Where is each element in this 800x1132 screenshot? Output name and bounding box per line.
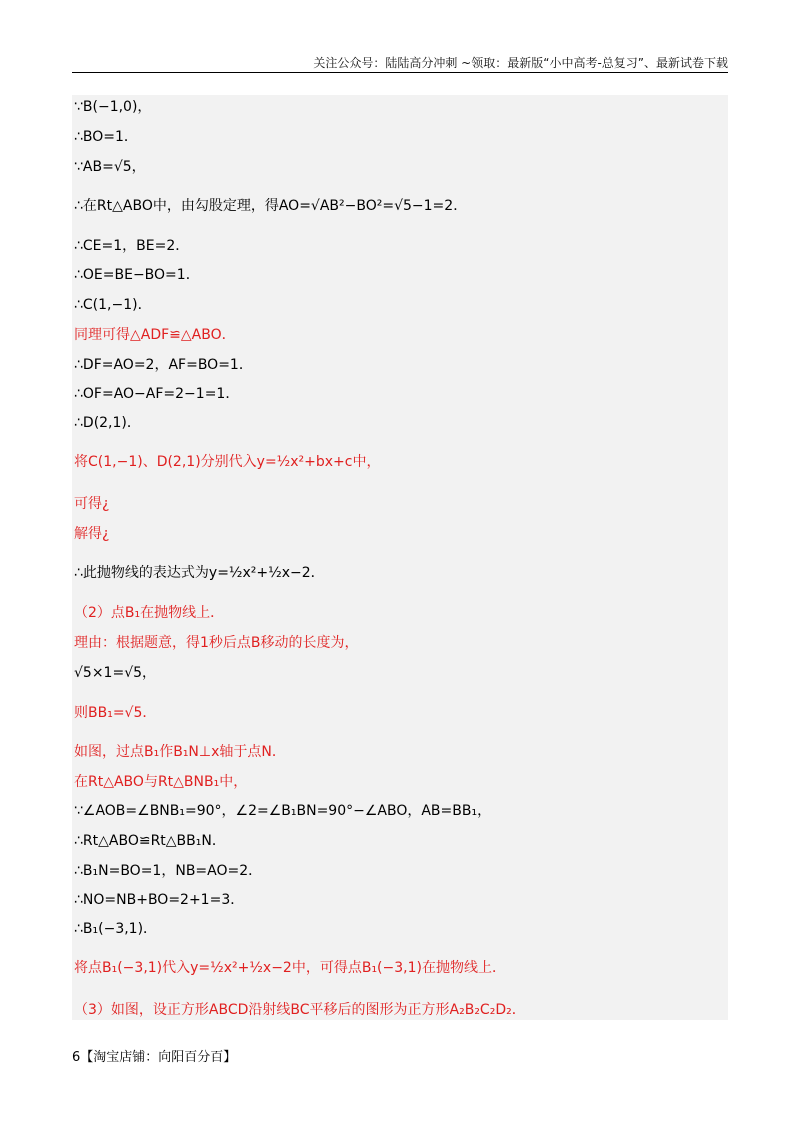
solution-line: ∵B(−1,0)， xyxy=(74,99,152,115)
solution-line: ∵AB=√5， xyxy=(74,159,146,175)
solution-line: ∵∠AOB=∠BNB₁=90°，∠2=∠B₁BN=90°−∠ABO，AB=BB₁， xyxy=(74,803,492,819)
solution-line: ∴C(1,−1)． xyxy=(74,297,152,313)
solution-line: ∴DF=AO=2，AF=BO=1． xyxy=(74,357,253,373)
solution-line: ∴CE=1，BE=2． xyxy=(74,238,190,254)
solution-line: ∴Rt△ABO≌Rt△BB₁N． xyxy=(74,833,226,849)
solution-panel xyxy=(72,95,728,1020)
page-header: 关注公众号：陆陆高分冲刺 ~领取：最新版“小中高考-总复习”、最新试卷下载 xyxy=(313,56,728,70)
solution-line: ∴BO=1． xyxy=(74,129,138,145)
solution-line: 将点B₁(−3,1)代入y=½x²+½x−2中，可得点B₁(−3,1)在抛物线上． xyxy=(74,960,506,976)
solution-line: ∴OF=AO−AF=2−1=1． xyxy=(74,386,240,402)
solution-line: 可得¿ xyxy=(74,496,110,512)
header-rule xyxy=(72,72,728,73)
solution-line: ∴D(2,1)． xyxy=(74,415,141,431)
solution-line: 将C(1,−1)、D(2,1)分别代入y=½x²+bx+c中， xyxy=(74,454,381,470)
solution-line: （2）点B₁在抛物线上． xyxy=(74,605,225,621)
solution-line: 如图，过点B₁作B₁N⊥x轴于点N． xyxy=(74,744,286,760)
page-footer: 6【淘宝店铺：向阳百分百】 xyxy=(72,1050,237,1065)
solution-line: √5×1=√5， xyxy=(74,665,157,681)
solution-line: 理由：根据题意，得1秒后点B移动的长度为， xyxy=(74,635,359,651)
solution-line: （3）如图，设正方形ABCD沿射线BC平移后的图形为正方形A₂B₂C₂D₂． xyxy=(74,1002,526,1018)
solution-line: ∴在Rt△ABO中，由勾股定理，得AO=√AB²−BO²=√5−1=2． xyxy=(74,198,468,214)
solution-line: ∴B₁(−3,1)． xyxy=(74,921,158,937)
solution-line: 则BB₁=√5． xyxy=(74,705,157,721)
solution-line: ∴此抛物线的表达式为y=½x²+½x−2． xyxy=(74,565,325,581)
solution-line: 同理可得△ADF≌△ABO． xyxy=(74,327,236,343)
solution-line: ∴OE=BE−BO=1． xyxy=(74,267,200,283)
solution-line: 解得¿ xyxy=(74,526,110,542)
solution-line: 在Rt△ABO与Rt△BNB₁中， xyxy=(74,774,248,790)
solution-line: ∴NO=NB+BO=2+1=3． xyxy=(74,892,245,908)
solution-line: ∴B₁N=BO=1，NB=AO=2． xyxy=(74,863,263,879)
